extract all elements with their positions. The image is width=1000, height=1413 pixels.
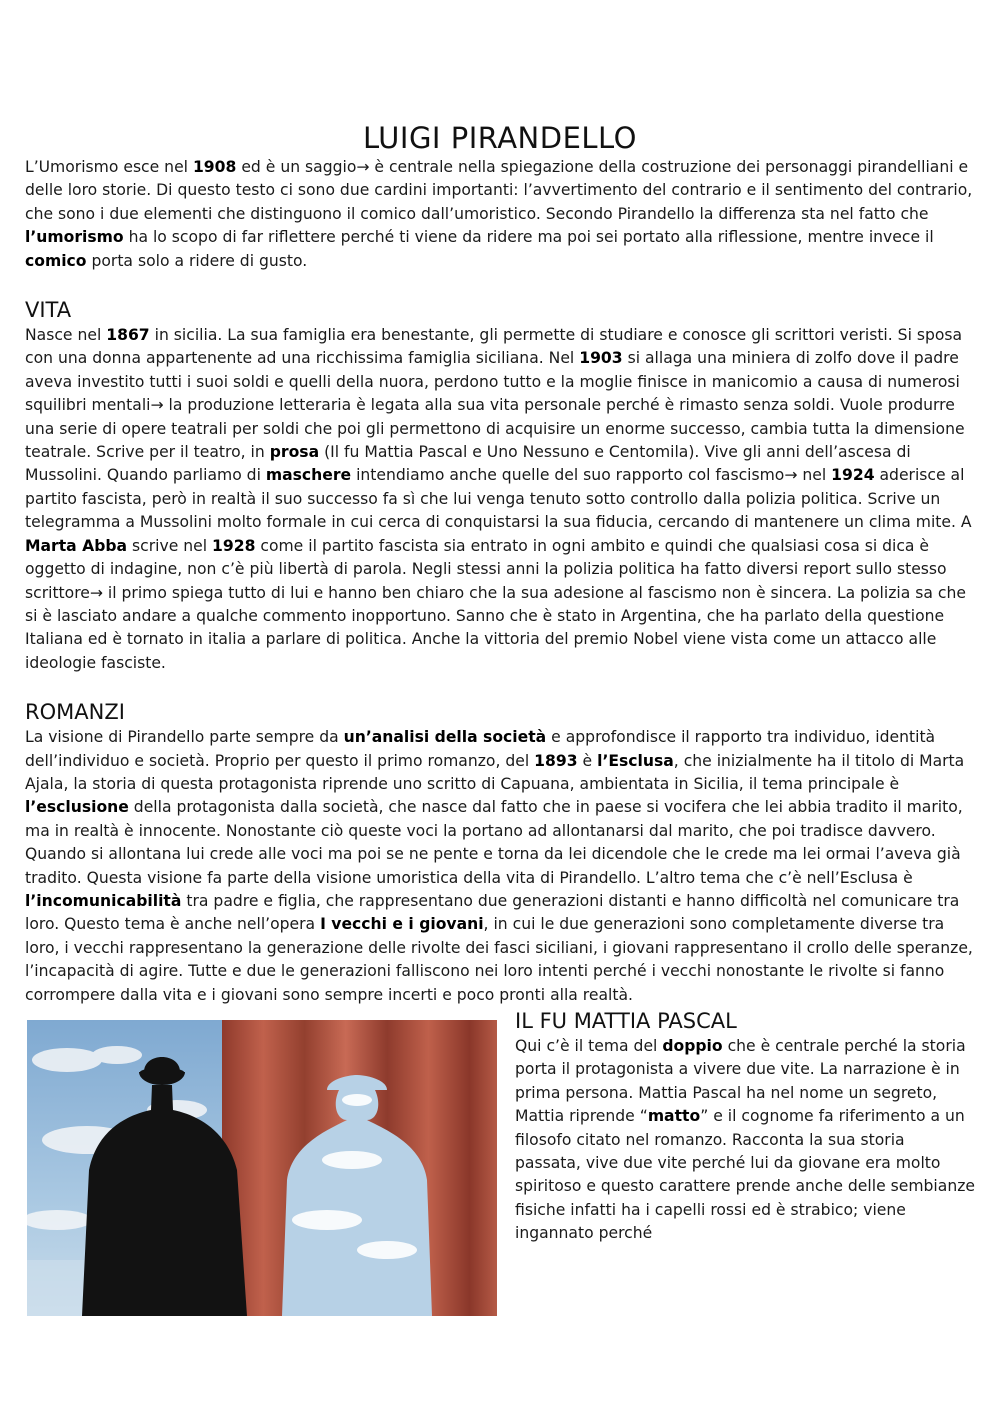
bold-text: maschere — [265, 466, 352, 485]
text-run: della protagonista dalla società, che nasce dal fatto che in paese si vocifera che lei abbia tradito il marito, ma in realtà è innocente. Nonostante ciò queste voci la portano ad allontanarsi dal marito, che poi tradisce davvero. Quando si allontana lui crede alle voci ma poi se ne pente e torna da lei dicendole che le crede ma lei ormai l’aveva già tradito. Questa visione fa parte della visione umoristica della vita di Pirandello. L’altro tema che c’è nell’Esclusa è — [25, 798, 963, 887]
text-run: ed è un saggio→ è centrale nella spiegazione della costruzione dei personaggi pirandelliani e delle loro storie. Di questo testo ci sono due cardini importanti: l’avvertimento del contrario e il sentimento del contrario, che sono i due elementi che distinguono il comico dall’umoristico. Secondo Pirandello la differenza sta nel fatto che — [25, 158, 973, 223]
text-run: Nasce nel — [25, 326, 107, 345]
bold-text: comico — [25, 251, 87, 270]
bold-text: l’incomunicabilità — [25, 891, 182, 910]
bold-text: l’umorismo — [25, 228, 124, 247]
bottom-section — [25, 1007, 975, 1337]
bold-text: matto — [647, 1107, 701, 1126]
text-run: aderisce al partito fascista, però in realtà il suo successo fa sì che lui venga tenuto sotto controllo dalla polizia politica. Scrive un telegramma a Mussolini molto formale in cui cerca di conquistarsi la sua fiducia, cercando di mantenere un clima mite. A — [25, 466, 972, 532]
bold-text: l’Esclusa — [597, 751, 674, 770]
text-run: (Il fu Mattia Pascal e Uno Nessuno e Centomila). Vive gli anni dell’ascesa di Mussolini. Quando parliamo di — [25, 443, 911, 485]
text-run: in sicilia. La sua famiglia era benestante, gli permette di studiare e conosce gli scrittori veristi. Si sposa con una donna appartenente ad una ricchissima famiglia siciliana. Nel — [25, 326, 963, 368]
mattia-paragraph — [515, 1035, 975, 1246]
text-run: e approfondisce il rapporto tra individuo, identità dell’individuo e società. Proprio per questo il primo romanzo, del — [25, 728, 936, 770]
text-run: , che inizialmente ha il titolo di Marta Ajala, la storia di questa protagonista riprende uno scritto di Capuana, ambientata in Sicilia, il tema principale è — [25, 751, 965, 793]
bold-text: un’analisi della società — [343, 728, 547, 747]
bold-text: 1908 — [192, 158, 237, 176]
bold-text: 1867 — [106, 326, 150, 345]
bold-text: Marta Abba — [25, 536, 128, 555]
text-run: , in cui le due generazioni sono completamente diverse tra loro, i vecchi rappresentano la generazione delle rivolte dei fasci siciliani, i giovani rappresentano il crollo delle speranze, l’incapacità di agire. Tutte e due le generazioni falliscono nei loro intenti perché i vecchi nonostante le rivolte si fanno corrompere dalla vita e i giovani sono sempre incerti e poco pronti alla realtà. — [25, 915, 973, 1004]
section-heading-mattia-pascal: IL FU MATTIA PASCAL — [515, 1009, 737, 1033]
text-run: scrive nel — [127, 536, 213, 555]
section-heading-romanzi: ROMANZI — [25, 700, 125, 725]
vita-paragraph — [25, 324, 975, 675]
bold-text: I vecchi e i giovani — [320, 915, 484, 934]
text-run: ” e il cognome fa riferimento a un filosofo citato nel romanzo. Racconta la sua storia passata, vive due vite perché lui da giovane era molto spiritoso e questo carattere prende anche delle sembianze fisiche infatti ha i capelli rossi ed è strabico; viene ingannato perché — [515, 1107, 975, 1243]
intro-paragraph — [25, 156, 975, 273]
text-run: Qui c’è il tema del — [515, 1037, 663, 1055]
bold-text: 1903 — [579, 349, 623, 368]
bold-text: l’esclusione — [25, 798, 129, 817]
bold-text: doppio — [662, 1037, 723, 1055]
text-run: come il partito fascista sia entrato in ogni ambito e quindi che qualsiasi cosa si dica è oggetto di indagine, non c’è più libertà di parola. Negli stessi anni la polizia politica ha fatto diversi report sullo stesso scrittore→ il primo spiega tutto di lui e hanno ben chiaro che la sua adesione al fascismo non è sincera. La polizia sa che si è lasciato andare a qualche commento inopportuno. Sanno che è stato in Argentina, che ha parlato della questione Italiana ed è tornato in italia a parlare di politica. Anche la vittoria del premio Nobel viene vista come un attacco alle ideologie fasciste. — [25, 536, 966, 672]
text-run: ha lo scopo di far riflettere perché ti viene da ridere ma poi sei portato alla riflessione, mentre invece il — [123, 228, 934, 247]
text-run: La visione di Pirandello parte sempre da — [25, 728, 344, 747]
mattia-pascal-column — [515, 1007, 975, 1246]
page-title: LUIGI PIRANDELLO — [362, 121, 638, 155]
section-heading-vita: VITA — [25, 298, 72, 323]
document-page — [25, 120, 975, 1337]
text-run: intendiamo anche quelle del suo rapporto col fascismo→ nel — [351, 466, 832, 485]
bold-text: 1928 — [212, 536, 256, 555]
text-run: è — [577, 751, 598, 770]
magritte-painting-image — [27, 1020, 497, 1316]
romanzi-paragraph — [25, 726, 975, 1007]
text-run: che è centrale perché la storia porta il protagonista a vivere due vite. La narrazione è in prima persona. Mattia Pascal ha nel nome un segreto, Mattia riprende “ — [515, 1037, 966, 1126]
bold-text: prosa — [269, 443, 320, 462]
text-run: si allaga una miniera di zolfo dove il padre aveva investito tutti i suoi soldi e quelli della nuora, perdono tutto e la moglie finisce in manicomio a causa di numerosi squilibri mentali→ la produzione letteraria è legata alla sua vita personale perché è rimasto senza soldi. Vuole produrre una serie di opere teatrali per soldi che poi gli permettono di acquisire un enorme successo, cambia tutta la dimensione teatrale. Scrive per il teatro, in — [25, 349, 965, 462]
bold-text: 1924 — [831, 466, 875, 485]
bold-text: 1893 — [534, 751, 578, 770]
text-run: L’Umorismo esce nel — [25, 158, 193, 176]
text-run: porta solo a ridere di gusto. — [86, 251, 308, 270]
text-run: tra padre e figlia, che rappresentano due generazioni distanti e hanno difficoltà nel comunicare tra loro. Questo tema è anche nell’opera — [25, 891, 960, 934]
